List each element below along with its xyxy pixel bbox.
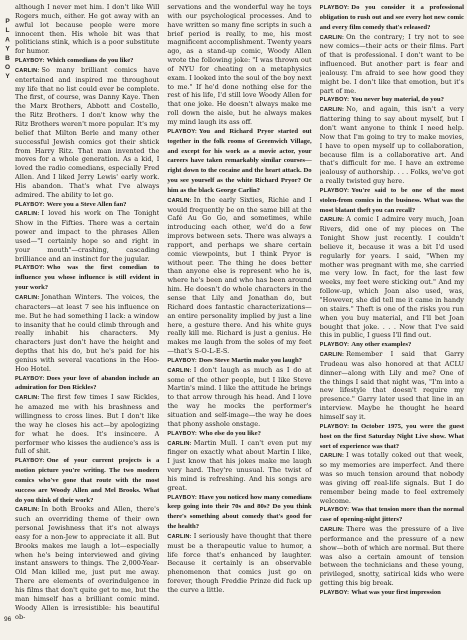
interview-question — [15, 56, 159, 66]
paragraph-text: So many brilliant comics have entertained and inspired me throughout my life that no list could ever be complete. The first, of course, was Danny Kaye. Then the Marx Brothers, Abbott and Costello, the Ritz Brothers. I don't know why the Ritz Brothers weren't more popular. It's my belief that Milton Berle and many other successful Jewish comics got their shtick from Harry Ritz. That man invented the moves for a whole generation. As a kid, I loved the radio comedians, especially Fred Allen. And I liked Jerry Lewis' early work. His abandon. That's what I've always admired. The ability to let go. — [15, 65, 160, 199]
speaker-label: PLAYBOY: — [319, 423, 350, 430]
speaker-label: PLAYBOY: — [167, 494, 197, 501]
interview-question — [320, 340, 464, 350]
interview-question — [167, 356, 311, 366]
speaker-label: CARLIN: — [319, 217, 345, 224]
speaker-label: PLAYBOY: — [319, 5, 350, 11]
column-3 — [320, 3, 464, 633]
interview-question — [320, 588, 464, 598]
paragraph-text: Who was the first comedian to influence you whose influence is still evident in your work? — [15, 264, 160, 292]
paragraph-text: Which comedians do you like? — [46, 57, 134, 65]
speaker-label: CARLIN: — [167, 440, 192, 447]
paragraph-text: You and Richard Pryor started out together in the folk rooms of Greenwich Village, and except for his work as a movie actor, your careers have taken remarkably similar courses—right down to the cocaine and the heart attack. Do you see yourself as the white Richard Pryor? Or him as the black George Carlin? — [167, 127, 312, 194]
paragraph-text: I was totally coked out that week, so my memories are imperfect. And there was so much tension around that nobody was giving off real-life signals. But I do remember being made to feel extremely welcome. — [319, 451, 464, 505]
interview-question — [15, 456, 159, 505]
paragraph-text: In the early Sixties, Richie and I would frequently be on the same bill at the Café Au Go Go, and sometimes, while introducing each other, we'd do a few improvs between sets. There was always a rapport, and perhaps we share certain comic viewpoints, but I think Pryor is without peer. The thing he does better than anyone else is represent who he is, where he's been and who has been around him. He doesn't do whole characters in the sense that Lily and Jonathan do, but Richard does fantastic characterizations—an entire personality implied by just a line here, a gesture there. And his white guys really kill me. Richard is just a genius. He makes me laugh from the soles of my feet—that's S-O-L-E-S. — [167, 195, 312, 356]
interview-paragraph — [320, 525, 464, 588]
speaker-label: CARLIN: — [15, 211, 40, 218]
paragraph-text: servations and the wonderful way he toys with our psychological processes. And to have written so many fine scripts in such a brief period is really, to me, his most magnificent accomplishment. Twenty years ago, as a stand-up comic, Woody Allen wrote the following joke: "I was thrown out of NYU for cheating on a metaphysics exam. I looked into the soul of the boy next to me." If he'd done nothing else for the rest of his life, I'd still love Woody Allen for that one joke. He doesn't always make me roll down the aisle, but he always makes my mind laugh its ass off. — [167, 3, 312, 126]
paragraph-text: The first few times I saw Rickles, he amazed me with his brashness and willingness to cross lines. But I don't like the way he closes his act—by apologizing for what he does. It's insincere. A performer who kisses the audience's ass is full of shit. — [15, 393, 160, 456]
paragraph-text: Was that tension more than the normal case of opening-night jitters? — [319, 506, 464, 524]
interview-question — [15, 200, 159, 210]
interview-question — [15, 263, 159, 293]
speaker-label: PLAYBOY: — [15, 58, 45, 65]
interview-question — [320, 3, 464, 33]
paragraph-text: Does your love of abandon include an admiration for Don Rickles? — [15, 374, 160, 392]
article-columns — [15, 3, 464, 633]
magazine-name: PLAYBOY — [4, 18, 11, 83]
paragraph-text: Do you consider it a professional obligation to rush out and see every hot new comic and every film comedy that's released? — [319, 4, 464, 31]
paragraph-text: No, and again, this isn't a very flattering thing to say about myself, but I don't want anyone to think I need help. Now that I'm going to try to make movies, I have to open myself up to collaboration, because film is a collaborative art. And that's difficult for me. I have an extreme jealousy of authorship. . . . Folks, we've got a really twisted guy here. — [319, 105, 464, 186]
speaker-label: PLAYBOY: — [319, 97, 350, 104]
speaker-label: CARLIN: — [319, 107, 345, 114]
speaker-label: CARLIN: — [319, 527, 345, 534]
interview-paragraph — [320, 33, 464, 96]
speaker-label: PLAYBOY: — [167, 357, 197, 364]
interview-question — [167, 493, 311, 532]
speaker-label: PLAYBOY: — [15, 201, 45, 208]
interview-question — [320, 186, 464, 216]
paragraph-text: Martin Mull. I can't even put my finger on exactly what about Martin I like, I just know that his jokes make me laugh very hard. They're unusual. The twist of his mind is refreshing. And his songs are great. — [167, 438, 312, 492]
speaker-label: CARLIN: — [15, 507, 40, 514]
speaker-label: CARLIN: — [15, 295, 40, 301]
speaker-label: CARLIN: — [319, 352, 345, 359]
paragraph-text: Jonathan Winters. The voices, the characters—at least 7 see his influence on me. But he had something I lack: a window to insanity that he could climb through and really inhabit his characters. My characters just don't have the height and depths that his do, but he's paid for his genius with several vacations in the Hoo-Hoo Hotel. — [15, 293, 160, 373]
speaker-label: PLAYBOY: — [15, 375, 45, 382]
paragraph-text: You're said to be one of the most stolen-from comics in the business. What was the most blatant theft you can recall? — [319, 186, 464, 214]
interview-paragraph — [167, 196, 311, 356]
paragraph-text: Does Steve Martin make you laugh? — [198, 356, 303, 364]
interview-question — [320, 95, 464, 105]
column-2 — [167, 3, 311, 633]
paragraph-text: I seriously have thought that there must be a therapeutic value to humor, a life force that's enhanced by laughter. Because it certainly is an observable phenomenon that comics just go on forever, though Freddie Prinze did fuck up the curve a little. — [167, 531, 312, 594]
interview-paragraph — [320, 105, 464, 186]
paragraph-text: Were you a Steve Allen fan? — [46, 200, 127, 208]
speaker-label: CARLIN: — [319, 453, 345, 460]
interview-question — [320, 505, 464, 525]
paragraph-text: I don't laugh as much as I do at some of the other people, but I like Steve Martin's mind. I like the attitude he brings to that arrow through his head. And I love the way he mocks the performer's situation and self-image—the way he does that phony asshole onstage. — [167, 365, 312, 428]
paragraph-text: In both Brooks and Allen, there's such an overriding theme of their own personal Jewishness that it's not always easy for a non-Jew to appreciate it all. But Brooks makes me laugh a lot—especially when he's being interviewed and giving instant answers to things. The 2,000-Year-Old Man killed me, just put me away. There are elements of overindulgence in his films that don't quite get to me, but the man himself has a brilliant comic mind. Woody Allen is irresistible: his beautiful ob- — [15, 505, 160, 621]
paragraph-text: In October 1975, you were the guest host on the first Saturday Night Live show. What sort of experience was that? — [319, 422, 464, 450]
paragraph-text: Remember I said that Garry Trudeau was also honored at that ACLU dinner—along with Lily and me? One of the things I said that night was, "I'm into a new lifestyle that doesn't require my presence." Garry later used that line in an interview. Maybe he thought he heard himself say it. — [319, 350, 464, 421]
paragraph-text: I loved his work on The Tonight Show in the Fifties. There was a certain power and impact to the phrases Allen used—"I certainly hope so and right in your mouth"—crashing, cascading brilliance and an instinct for the jugular. — [15, 209, 160, 263]
interview-paragraph — [15, 293, 159, 374]
speaker-label: PLAYBOY: — [319, 507, 350, 514]
interview-question — [320, 422, 464, 452]
interview-paragraph — [167, 366, 311, 429]
paragraph-text: A comic I admire very much, Joan Rivers, did one of my pieces on The Tonight Show just recently. I couldn't believe it, because it was a bit I'd used regularly for years. I said, "When my mother was pregnant with me, she carried me very low. In fact, for the last few weeks, my feet were sticking out." And my follow-up, which Joan also used, was, "However, she did tell me it came in handy on stairs." Theft is one of the risks you run when you buy material, and I'll bet Joan bought that joke. . . . Now that I've said this in public, I guess I'll find out. — [319, 215, 464, 340]
speaker-label: PLAYBOY: — [167, 430, 197, 437]
paragraph-text: although I never met him. I don't like Will Rogers much, either. He got away with an awful lot because people were more innocent then. His whole bit was that politicians stink, which is a poor substitute for humor. — [15, 3, 160, 56]
interview-paragraph — [15, 209, 159, 263]
interview-question — [15, 374, 159, 394]
speaker-label: PLAYBOY: — [167, 128, 197, 135]
interview-paragraph — [320, 451, 464, 505]
speaker-label: PLAYBOY: — [15, 458, 45, 465]
interview-paragraph — [167, 439, 311, 493]
speaker-label: CARLIN: — [167, 533, 192, 540]
interview-question — [167, 429, 311, 439]
paragraph-text: Have you noticed how many comedians keep going into their 70s and 80s? Do you think there's something about comedy that's good for the health? — [167, 493, 312, 531]
page-number: 96 — [4, 616, 12, 623]
speaker-label: CARLIN: — [15, 67, 40, 74]
speaker-label: PLAYBOY: — [319, 187, 350, 194]
paragraph-text: One of your current projects is a motion picture you're writing. The two modern comics who've gone that route with the most success are Woody Allen and Mel Brooks. What do you think of their work? — [15, 457, 160, 504]
interview-paragraph — [167, 532, 311, 595]
paragraph-text: On the contrary; I try not to see new comics—their acts or their films. Part of that is professional. I don't want to be influenced. But another part is fear and jealousy. I'm afraid to see how good they might be. I don't like that emotion, but it's part of me. — [319, 32, 464, 95]
paragraph-text: You never buy material, do you? — [351, 96, 444, 104]
speaker-label: PLAYBOY: — [15, 265, 45, 272]
speaker-label: CARLIN: — [15, 395, 40, 402]
paragraph-text: Who else do you like? — [198, 429, 261, 437]
column-1 — [15, 3, 159, 633]
interview-paragraph — [167, 3, 311, 127]
paragraph-text: Any other examples? — [351, 341, 412, 349]
interview-question — [167, 127, 311, 196]
paragraph-text: What was your first impression — [351, 589, 441, 596]
interview-paragraph — [15, 393, 159, 456]
interview-paragraph — [320, 350, 464, 422]
paragraph-text: There was the pressure of a live performance and the pressure of a new show—both of which are normal. But there was also a certain amount of tension between the technicians and these young, privileged, snotty, satirical kids who were getting this big break. — [319, 525, 464, 588]
interview-paragraph — [15, 505, 159, 621]
speaker-label: PLAYBOY: — [319, 590, 350, 596]
speaker-label: PLAYBOY: — [319, 342, 350, 349]
interview-paragraph — [15, 66, 159, 200]
speaker-label: CARLIN: — [167, 367, 192, 374]
speaker-label: CARLIN: — [319, 34, 345, 41]
speaker-label: CARLIN: — [167, 197, 192, 204]
interview-paragraph — [320, 215, 464, 340]
interview-paragraph — [15, 3, 159, 56]
